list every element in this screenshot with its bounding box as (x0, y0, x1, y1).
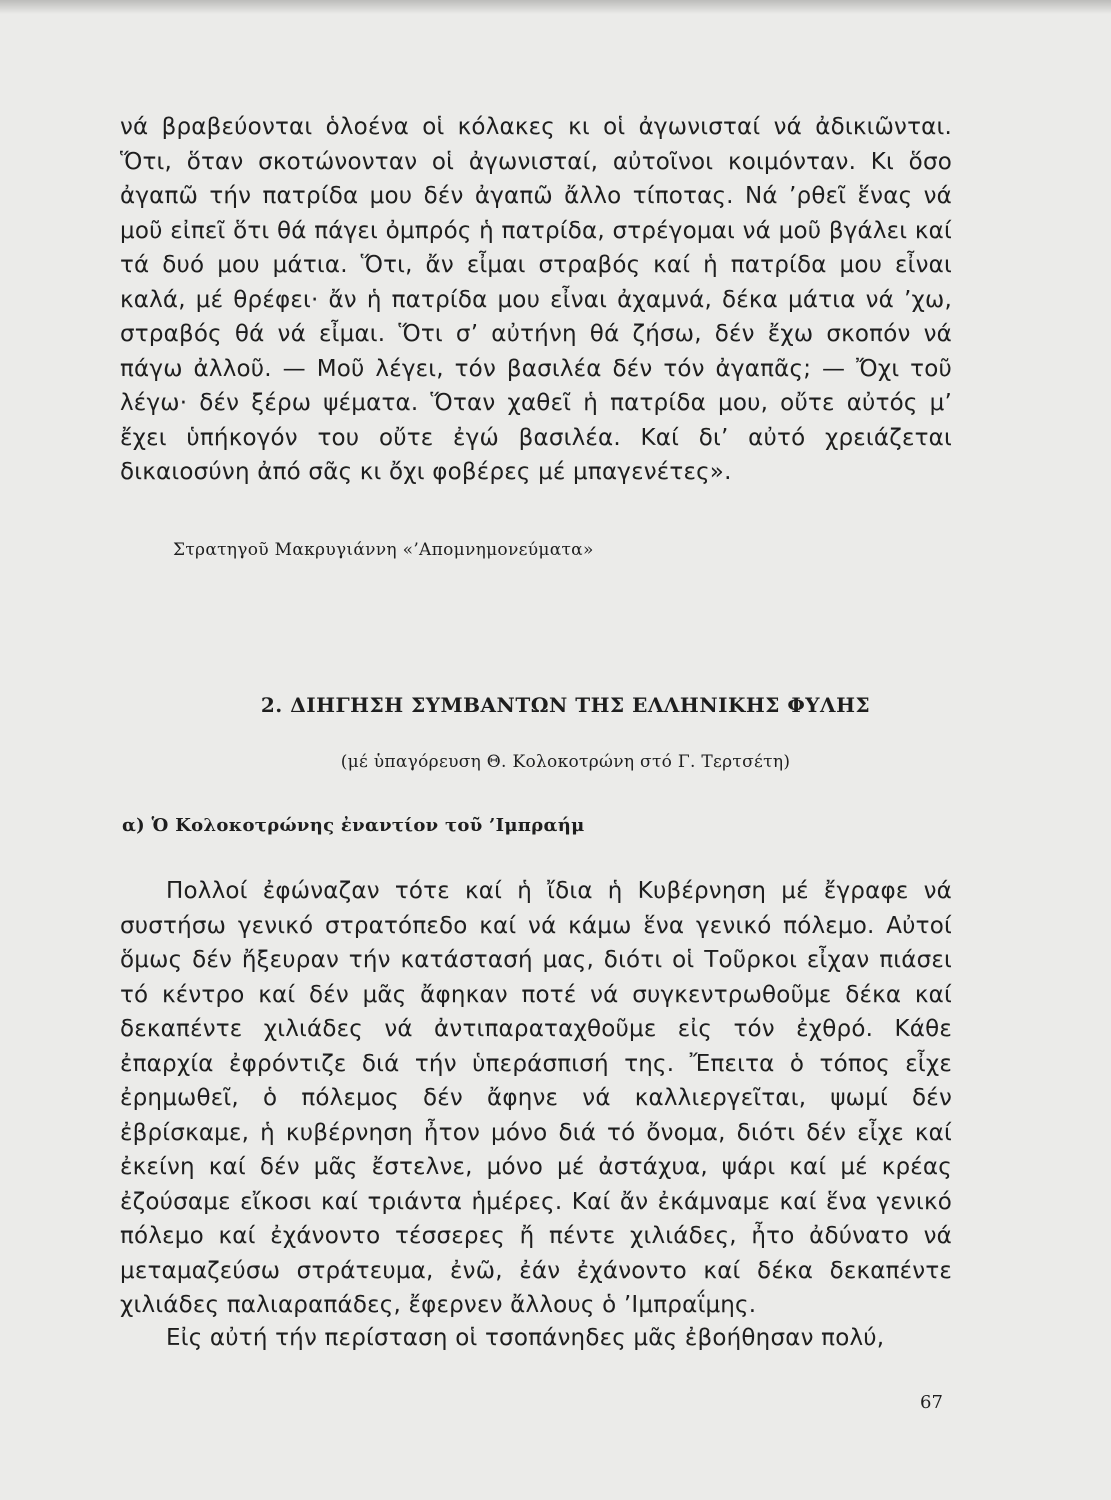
body-paragraph: Πολλοί ἐφώναζαν τότε καί ἡ ἴδια ἡ Κυβέρνηση μέ ἔγραφε νά συστήσω γενικό στρατόπεδο καί νά κάμω ἕνα γενικό πόλεμο. Αὐτοί ὅμως δέν ἤξευραν τήν κατάστασή μας, διότι οἱ Τοῦρκοι εἶχαν πιάσει τό κέντρο καί δέν μᾶς ἄφηκαν ποτέ νά συγκεντρωθοῦμε δέκα καί δεκαπέντε χιλιάδες νά ἀντιπαραταχθοῦμε εἰς τόν ἐχθρό. Κάθε ἐπαρχία ἐφρόντιζε διά τήν ὑπεράσπισή της. Ἔπειτα ὁ τόπος εἶχε ἐρημωθεῖ, ὁ πόλεμος δέν ἄφηνε νά καλλιεργεῖται, ψωμί δέν ἐβρίσκαμε, ἡ κυβέρνηση ἦτον μόνο διά τό ὄνομα, διότι δέν εἶχε καί ἐκείνη καί δέν μᾶς ἔστελνε, μόνο μέ ἀστάχυα, ψάρι καί μέ κρέας ἐζούσαμε εἴκοσι καί τριάντα ἡμέρες. Καί ἄν ἐκάμναμε καί ἕνα γενικό πόλεμο καί ἐχάνοντο τέσσερες ἤ πέντε χιλιάδες, ἦτο ἀδύνατο νά μεταμαζεύσω στράτευμα, ἐνῶ, ἐάν ἐχάνοντο καί δέκα δεκαπέντε χιλιάδες παλιαραπάδες, ἔφερνεν ἄλλους ὁ ’Ιμπραΐμης. (120, 878, 952, 1318)
quote-paragraph: νά βραβεύονται ὁλοένα οἱ κόλακες κι οἱ ἀγωνισταί νά ἀδικιῶνται. Ὅτι, ὅταν σκοτώνονταν οἱ ἀγωνισταί, αὐτοῖνοι κοιμόνταν. Κι ὅσο ἀγαπῶ τήν πατρίδα μου δέν ἀγαπῶ ἄλλο τίποτας. Νά ’ρθεῖ ἕνας νά μοῦ εἰπεῖ ὅτι θά πάγει ὀμπρός ἡ πατρίδα, στρέγομαι νά μοῦ βγάλει καί τά δυό μου μάτια. Ὅτι, ἄν εἶμαι στραβός καί ἡ πατρίδα μου εἶναι καλά, μέ θρέφει· ἄν ἡ πατρίδα μου εἶναι ἀχαμνά, δέκα μάτια νά ’χω, στραβός θά νά εἶμαι. Ὅτι σ’ αὐτήνη θά ζήσω, δέν ἔχω σκοπόν νά πάγω ἀλλοῦ. — Μοῦ λέγει, τόν βασιλέα δέν τόν ἀγαπᾶς; — Ὄχι τοῦ λέγω· δέν ξέρω ψέματα. Ὅταν χαθεῖ ἡ πατρίδα μου, οὔτε αὐτός μ’ ἔχει ὑπήκογόν του οὔτε ἐγώ βασιλέα. Καί δι’ αὐτό χρειάζεται δικαιοσύνη ἀπό σᾶς κι ὄχι φοβέρες μέ μπαγενέτες». (120, 114, 952, 485)
section-subtitle: (μέ ὑπαγόρευση Θ. Κολοκοτρώνη στό Γ. Τερτσέτη) (340, 752, 791, 772)
section-title: 2. ΔΙΗΓΗΣΗ ΣΥΜΒΑΝΤΩΝ ΤΗΣ ΕΛΛΗΝΙΚΗΣ ΦΥΛΗΣ (260, 693, 871, 717)
page-number: 67 (920, 1392, 943, 1413)
subsection-heading: α) Ὁ Κολοκοτρώνης ἐναντίον τοῦ ’Ιμπραήμ (122, 815, 585, 836)
quote-attribution: Στρατηγοῦ Μακρυγιάννη «’Απομνημονεύματα» (173, 540, 594, 560)
body-paragraph: Εἰς αὐτή τήν περίσταση οἱ τσοπάνηδες μᾶς ἐβοήθησαν πολύ, (166, 1325, 885, 1351)
page-top-shadow (0, 0, 1111, 14)
